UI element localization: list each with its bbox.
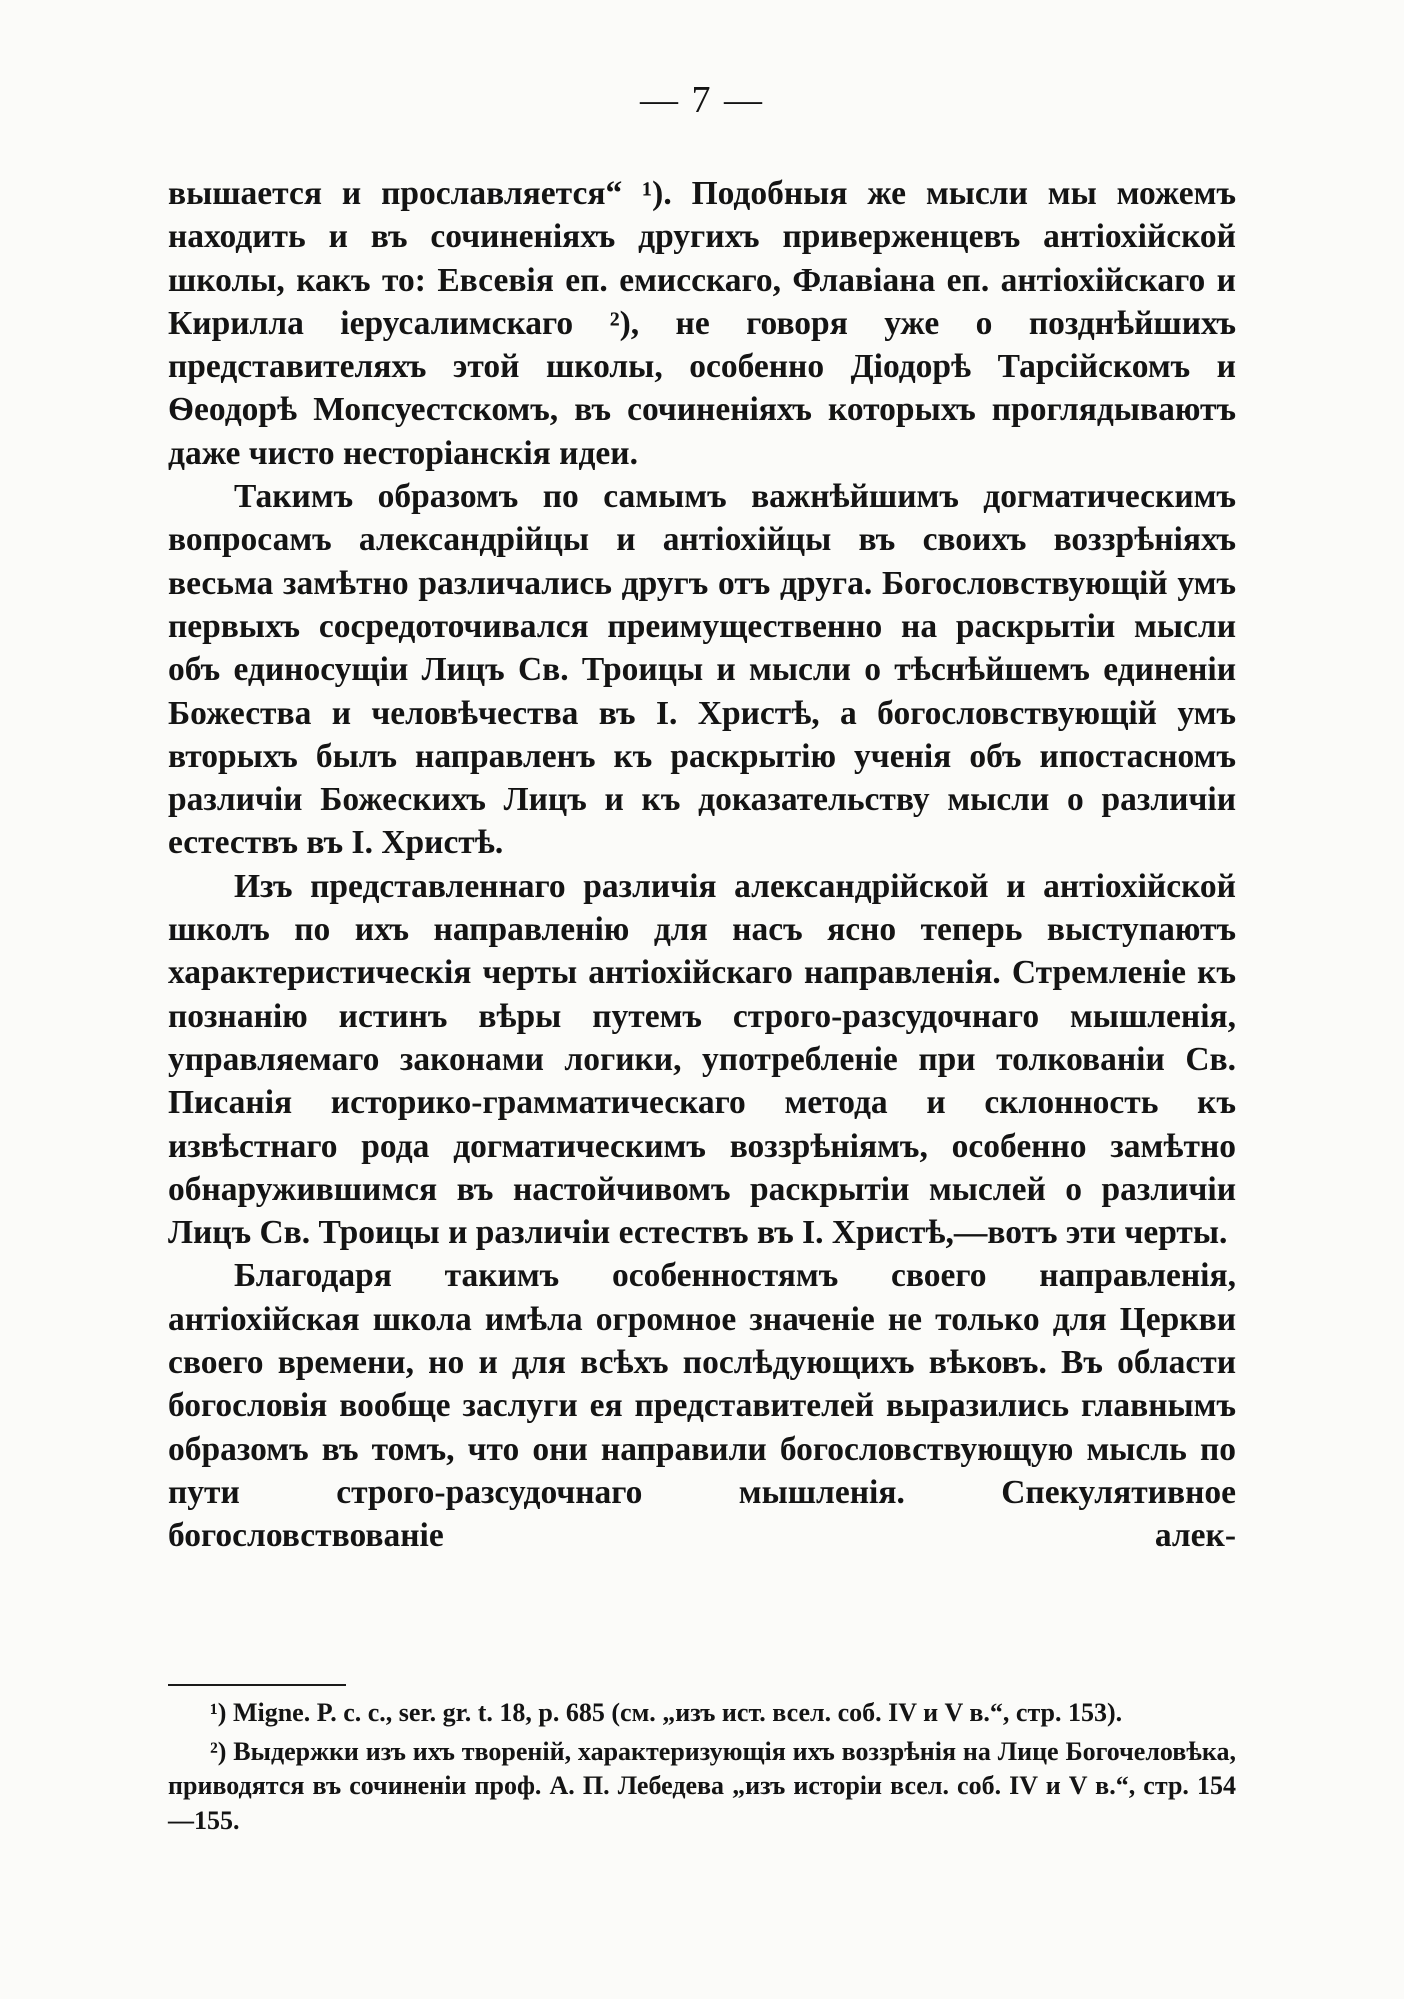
paragraph-1: вышается и прославляется“ ¹). Подобныя же мысли мы можемъ находить и въ сочиненіяхъ другихъ приверженцевъ антіохійской школы, какъ то: Евсевія еп. емисскаго, Флавіана еп. антіохійскаго и Кирилла іерусалимскаго ²), не говоря уже о позднѣйшихъ представителяхъ этой школы, особенно Діодорѣ Тарсійскомъ и Ѳеодорѣ Мопсуестскомъ, въ сочиненіяхъ которыхъ проглядываютъ даже чисто несторіанскія идеи. — [168, 175, 1236, 472]
footnotes — [168, 1696, 1236, 1842]
page-number: — 7 — — [640, 79, 764, 121]
paragraph-4: Благодаря такимъ особенностямъ своего направленія, антіохійская школа имѣла огромное значеніе не только для Церкви своего времени, но и для всѣхъ послѣдующихъ вѣковъ. Въ области богословія вообще заслуги ея представителей выразились главнымъ образомъ въ томъ, что они направили богословствующую мысль по пути строго-разсудочнаго мышленія. Спекулятивное богословствованіе алек- — [168, 1257, 1236, 1555]
main-text — [168, 172, 1236, 1558]
paragraph-2: Такимъ образомъ по самымъ важнѣйшимъ догматическимъ вопросамъ александрійцы и антіохійцы въ своихъ воззрѣніяхъ весьма замѣтно различались другъ отъ друга. Богословствующій умъ первыхъ сосредоточивался преимущественно на раскрытіи мысли объ единосущіи Лицъ Св. Троицы и мысли о тѣснѣйшемъ единеніи Божества и человѣчества въ І. Христѣ, а богословствующій умъ вторыхъ былъ направленъ къ раскрытію ученія объ ипостасномъ различіи Божескихъ Лицъ и къ доказательству мысли о различіи естествъ въ І. Христѣ. — [168, 478, 1236, 862]
footnote-divider — [168, 1684, 346, 1686]
footnote-2: ²) Выдержки изъ ихъ твореній, характеризующія ихъ воззрѣнія на Лице Богочеловѣка, приводятся въ сочиненіи проф. А. П. Лебедева „изъ исторіи всел. соб. IV и V в.“, стр. 154—155. — [168, 1736, 1236, 1835]
paragraph-3: Изъ представленнаго различія александрійской и антіохійской школъ по ихъ направленію для насъ ясно теперь выступаютъ характеристическія черты антіохійскаго направленія. Стремленіе къ познанію истинъ вѣры путемъ строго-разсудочнаго мышленія, управляемаго законами логики, употребленіе при толкованіи Св. Писанія историко-грамматическаго метода и склонность къ извѣстнаго рода догматическимъ воззрѣніямъ, особенно замѣтно обнаружившимся въ настойчивомъ раскрытіи мыслей о различіи Лицъ Св. Троицы и различіи естествъ въ І. Христѣ,—вотъ эти черты. — [168, 867, 1236, 1252]
footnote-1: ¹) Migne. P. c. c., ser. gr. t. 18, p. 685 (см. „изъ ист. всел. соб. IV и V в.“, стр. 153). — [210, 1698, 1123, 1727]
